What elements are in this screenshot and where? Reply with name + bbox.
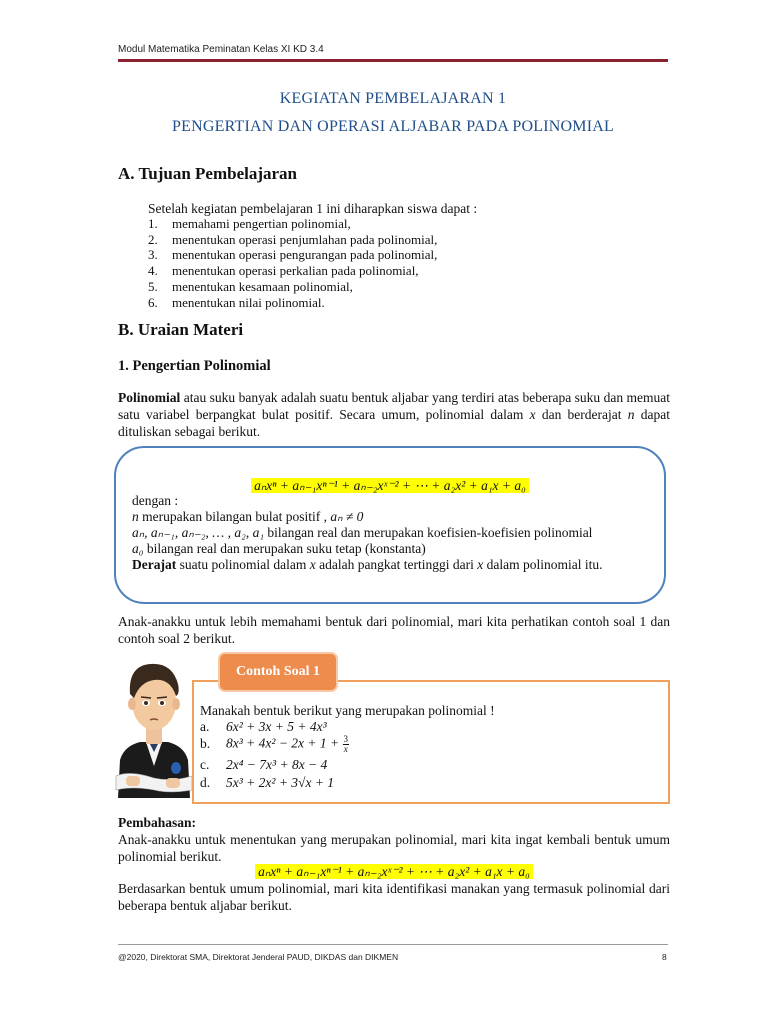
list-item: 1. memahami pengertian polinomial, (148, 216, 351, 231)
section-a-intro: Setelah kegiatan pembelajaran 1 ini diharapkan siswa dapat : (148, 201, 478, 216)
objectives-list (148, 216, 437, 310)
header-rule (118, 59, 668, 62)
list-item: 3. menentukan operasi pengurangan pada polinomial, (148, 247, 438, 263)
page-number: 8 (662, 952, 667, 962)
list-item: 5. menentukan kesamaan polinomial, (148, 278, 353, 294)
polynomial-definition-paragraph: Polinomial atau suku banyak adalah suatu bentuk aljabar yang terdiri atas beberapa suku dan memuat satu variabel berpangkat bulat positif. Secara umum, polinomial dalam x dan berderajat n dapat dituliskan sebagai berikut. (118, 390, 670, 439)
general-formula-repeat: aₙxⁿ + aₙ₋₁xⁿ⁻¹ + aₙ₋₂xˣ⁻² + ⋯ + a₂x² + a₁x + a₀ (118, 864, 670, 880)
section-b-heading: B. Uraian Materi (118, 320, 244, 339)
student-avatar-icon (110, 648, 198, 800)
definition-constant: a₀ bilangan real dan merupakan suku tetap (konstanta) (132, 541, 426, 556)
definition-degree: Derajat suatu polinomial dalam x adalah pangkat tertinggi dari x dalam polinomial itu. (132, 557, 603, 572)
example-question: Manakah bentuk berikut yang merupakan polinomial ! (200, 703, 495, 718)
example-tab: Contoh Soal 1 (218, 652, 338, 692)
option-b: b. 8x³ + 4x² − 2x + 1 + $\frac{3}{x}$ (200, 734, 349, 754)
definition-dengan: dengan : (132, 493, 179, 508)
pembahasan-text-2: Berdasarkan bentuk umum polinomial, mari kita identifikasi manakan yang termasuk polinomial dari beberapa bentuk aljabar berikut. (118, 881, 670, 913)
section-a-heading: A. Tujuan Pembelajaran (118, 164, 297, 183)
definition-n: n merupakan bilangan bulat positif , aₙ ≠ 0 (132, 509, 364, 524)
pembahasan-text-1: Anak-anakku untuk menentukan yang merupakan polinomial, mari kita ingat kembali bentuk umum polinomial berikut. (118, 832, 670, 864)
general-formula: aₙxⁿ + aₙ₋₁xⁿ⁻¹ + aₙ₋₂xˣ⁻² + ⋯ + a₂x² + a₁x + a₀ (114, 478, 666, 494)
lesson-subtitle: PENGERTIAN DAN OPERASI ALJABAR PADA POLINOMIAL (172, 118, 614, 135)
option-a: a. 6x² + 3x + 5 + 4x³ (200, 719, 327, 734)
pembahasan-heading: Pembahasan: (118, 815, 197, 830)
running-header: Modul Matematika Peminatan Kelas XI KD 3.4 (118, 44, 324, 55)
subsection-heading: 1. Pengertian Polinomial (118, 358, 271, 374)
fraction: $\frac{3}{x}$ (343, 734, 349, 754)
list-item: 6. menentukan nilai polinomial. (148, 294, 325, 310)
option-d: d. 5x³ + 2x² + 3√x + 1 (200, 775, 335, 790)
option-c: c. 2x⁴ − 7x³ + 8x − 4 (200, 757, 328, 772)
list-item: 4. menentukan operasi perkalian pada polinomial, (148, 263, 419, 279)
footer-rule (118, 944, 668, 945)
definition-coefficients: aₙ, aₙ₋₁, aₙ₋₂, … , a₂, a₁ bilangan real dan merupakan koefisien-koefisien polinomial (132, 525, 593, 540)
list-item: 2. menentukan operasi penjumlahan pada polinomial, (148, 231, 438, 247)
footer-text: @2020, Direktorat SMA, Direktorat Jenderal PAUD, DIKDAS dan DIKMEN (118, 952, 399, 962)
transition-paragraph: Anak-anakku untuk lebih memahami bentuk dari polinomial, mari kita perhatikan contoh soal 1 dan contoh soal 2 berikut. (118, 614, 670, 646)
lesson-title: KEGIATAN PEMBELAJARAN 1 (279, 90, 507, 107)
